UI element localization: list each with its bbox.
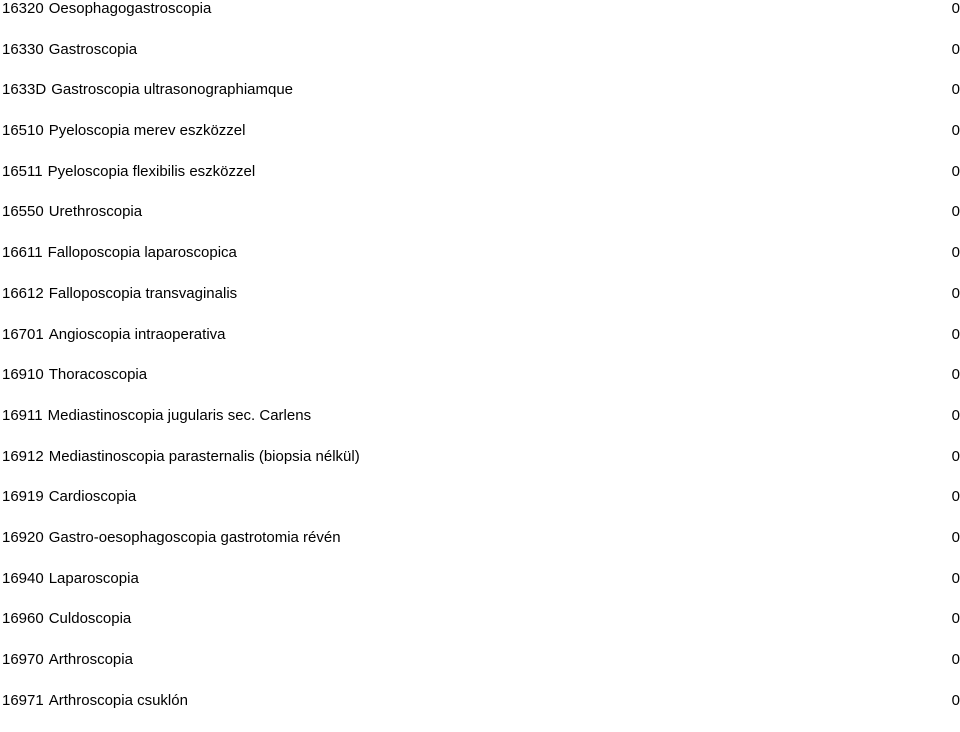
- list-item: [0, 529, 960, 570]
- procedure-value: 0: [951, 569, 960, 587]
- procedure-code: 16701: [2, 325, 44, 343]
- procedure-description: Cardioscopia: [48, 488, 137, 506]
- list-item: [0, 203, 960, 244]
- list-item: [0, 610, 960, 651]
- list-item: [0, 651, 960, 692]
- procedure-description: Oesophagogastroscopia: [48, 0, 212, 17]
- list-item: [0, 692, 960, 732]
- list-item: [0, 570, 960, 611]
- procedure-code: 1633D: [2, 81, 47, 99]
- list-item: [0, 488, 960, 529]
- list-item: [0, 285, 960, 326]
- procedure-value: 0: [951, 651, 960, 668]
- list-item: [0, 366, 960, 407]
- list-item: [0, 326, 960, 367]
- procedure-description: Arthroscopia csuklón: [48, 691, 188, 709]
- procedure-code: 16970: [2, 651, 44, 668]
- procedure-description: Falloposcopia laparoscopica: [47, 244, 237, 262]
- list-item: [0, 122, 960, 163]
- list-item: [0, 448, 960, 489]
- list-item: [0, 244, 960, 285]
- procedure-value: 0: [951, 325, 960, 343]
- procedure-description: Gastro-oesophagoscopia gastrotomia révén: [48, 528, 341, 546]
- procedure-code: 16919: [2, 488, 44, 506]
- procedure-code: 16320: [2, 0, 44, 17]
- procedure-description: Gastroscopia ultrasonographiamque: [51, 81, 294, 99]
- procedure-description: Pyeloscopia flexibilis eszközzel: [47, 162, 256, 180]
- procedure-value: 0: [951, 162, 960, 180]
- procedure-description: Laparoscopia: [48, 569, 139, 587]
- list-item: [0, 163, 960, 204]
- list-item: [0, 81, 960, 122]
- list-item: [0, 41, 960, 82]
- procedure-description: Culdoscopia: [48, 610, 132, 628]
- procedure-description: Pyeloscopia merev eszközzel: [48, 122, 246, 140]
- procedure-code: 16912: [2, 447, 44, 465]
- procedure-value: 0: [951, 203, 960, 221]
- procedure-code: 16510: [2, 122, 44, 140]
- list-item: [0, 0, 960, 41]
- procedure-value: 0: [951, 244, 960, 262]
- procedure-value: 0: [951, 691, 960, 709]
- procedure-code: 16612: [2, 284, 44, 302]
- procedure-value: 0: [951, 81, 960, 99]
- procedure-code: 16330: [2, 40, 44, 58]
- procedure-value: 0: [951, 610, 960, 628]
- procedure-value: 0: [951, 528, 960, 546]
- procedure-description: Arthroscopia: [48, 651, 133, 668]
- procedure-value: 0: [951, 447, 960, 465]
- procedure-code: 16910: [2, 366, 44, 384]
- procedure-code: 16960: [2, 610, 44, 628]
- procedure-description: Gastroscopia: [48, 40, 138, 58]
- procedure-description: Urethroscopia: [48, 203, 143, 221]
- procedure-description: Falloposcopia transvaginalis: [48, 284, 238, 302]
- procedure-code: 16911: [2, 406, 43, 424]
- procedure-code: 16511: [2, 162, 43, 180]
- procedure-value: 0: [951, 122, 960, 140]
- list-item: [0, 407, 960, 448]
- procedure-description: Mediastinoscopia parasternalis (biopsia nélkül): [48, 447, 360, 465]
- procedure-value: 0: [951, 0, 960, 17]
- procedure-value: 0: [951, 284, 960, 302]
- procedure-value: 0: [951, 366, 960, 384]
- procedure-description: Thoracoscopia: [48, 366, 148, 384]
- procedure-code: 16971: [2, 691, 44, 709]
- procedure-code: 16550: [2, 203, 44, 221]
- procedure-value: 0: [951, 488, 960, 506]
- procedure-description: Mediastinoscopia jugularis sec. Carlens: [47, 406, 312, 424]
- procedure-value: 0: [951, 406, 960, 424]
- procedure-code: 16920: [2, 528, 44, 546]
- procedure-value: 0: [951, 40, 960, 58]
- procedure-code: 16611: [2, 244, 43, 262]
- procedure-code: 16940: [2, 569, 44, 587]
- procedure-description: Angioscopia intraoperativa: [48, 325, 226, 343]
